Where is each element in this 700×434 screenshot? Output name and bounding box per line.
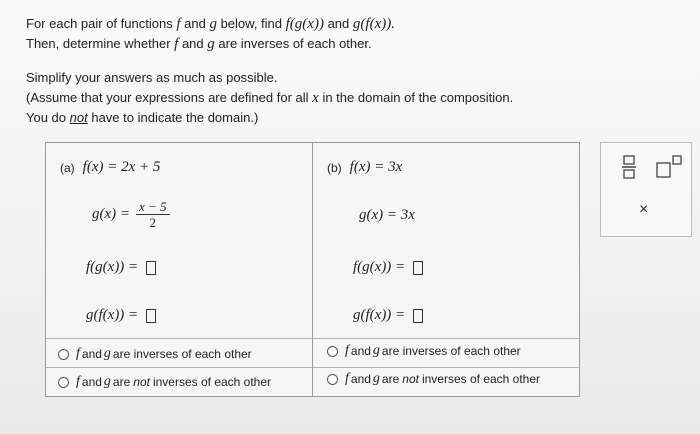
- part-b-label: (b): [327, 160, 342, 175]
- text: are: [112, 375, 131, 389]
- part-a-g-lhs: g(x) =: [92, 206, 131, 222]
- part-a-f-definition: f(x) = 2x + 5: [82, 159, 161, 175]
- f-symbol: f: [76, 346, 80, 361]
- text: (Assume that your expressions are defined for all: [26, 90, 309, 105]
- text: and: [350, 372, 371, 386]
- part-a-g-numerator: x − 5: [136, 199, 170, 215]
- instruction-line-3: Simplify your answers as much as possible.: [26, 70, 278, 85]
- part-a-panel: [46, 143, 312, 396]
- radio-button[interactable]: [58, 349, 69, 360]
- g-symbol: g: [103, 346, 111, 361]
- part-a-label: (a): [60, 160, 75, 175]
- f-of-g-expression: f(g(x)): [285, 16, 324, 32]
- g-symbol: g: [372, 343, 380, 358]
- close-icon[interactable]: ×: [639, 201, 649, 218]
- text: You do: [26, 110, 67, 125]
- part-a-g-fraction: [136, 199, 170, 230]
- part-a-g-denominator: 2: [149, 215, 157, 230]
- radio-button[interactable]: [58, 377, 69, 388]
- text: and: [181, 36, 204, 51]
- not-emphasis: not: [402, 372, 419, 386]
- part-b-panel: [312, 143, 579, 396]
- not-emphasis: not: [69, 110, 88, 125]
- part-a-fg-answer-input[interactable]: [146, 261, 156, 275]
- part-b-gf-answer-input[interactable]: [413, 309, 423, 323]
- instruction-line-4: [26, 88, 513, 108]
- g-of-f-expression: g(f(x)).: [352, 16, 395, 32]
- part-b-f-definition: f(x) = 3x: [349, 159, 403, 175]
- radio-button[interactable]: [327, 346, 338, 357]
- f-symbol: f: [76, 374, 80, 389]
- part-a-fg-label: f(g(x)) =: [86, 259, 139, 275]
- text: are: [381, 372, 400, 386]
- part-b-g-definition: g(x) = 3x: [359, 207, 415, 223]
- part-a-gf-label: g(f(x)) =: [86, 307, 139, 323]
- divider: [46, 367, 312, 368]
- text: and: [184, 16, 206, 31]
- part-b-gf-label: g(f(x)) =: [353, 307, 406, 323]
- g-symbol: g: [209, 16, 217, 32]
- problem-table: [45, 142, 580, 397]
- instructions: [26, 14, 513, 128]
- g-symbol: g: [207, 36, 215, 52]
- instruction-line-5: [26, 108, 513, 128]
- math-input-toolbar: [600, 142, 692, 237]
- text: and: [327, 16, 350, 31]
- g-symbol: g: [372, 371, 380, 386]
- text: and: [81, 375, 102, 389]
- g-symbol: g: [103, 374, 111, 389]
- part-b-fg-answer-input[interactable]: [413, 261, 423, 275]
- instruction-line-2: [26, 34, 513, 54]
- not-emphasis: not: [133, 375, 150, 389]
- divider: [313, 367, 579, 368]
- text: below, find: [220, 16, 283, 31]
- part-b-fg-label: f(g(x)) =: [353, 259, 406, 275]
- f-symbol: f: [345, 343, 349, 358]
- f-symbol: f: [174, 36, 179, 52]
- f-symbol: f: [345, 371, 349, 386]
- fraction-icon[interactable]: [621, 155, 637, 184]
- part-a-option-inverses[interactable]: [58, 346, 252, 362]
- text: Then, determine whether: [26, 36, 171, 51]
- part-a-gf-answer-input[interactable]: [146, 309, 156, 323]
- part-a-option-not-inverses[interactable]: [58, 374, 271, 390]
- text: and: [350, 344, 371, 358]
- text: are inverses of each other: [112, 347, 252, 361]
- f-symbol: f: [176, 16, 181, 32]
- x-symbol: x: [312, 90, 319, 106]
- radio-button[interactable]: [327, 374, 338, 385]
- text: have to indicate the domain.): [91, 110, 259, 125]
- text: inverses of each other: [421, 372, 541, 386]
- exponent-icon[interactable]: [655, 155, 683, 184]
- text: in the domain of the composition.: [322, 90, 514, 105]
- divider: [46, 338, 312, 339]
- text: inverses of each other: [152, 375, 272, 389]
- instruction-line-1: [26, 14, 513, 34]
- part-b-option-not-inverses[interactable]: [327, 371, 540, 387]
- text: are inverses of each other: [381, 344, 521, 358]
- text: and: [81, 347, 102, 361]
- divider: [313, 338, 579, 339]
- part-b-option-inverses[interactable]: [327, 343, 521, 359]
- text: are inverses of each other.: [218, 36, 372, 51]
- text: For each pair of functions: [26, 16, 173, 31]
